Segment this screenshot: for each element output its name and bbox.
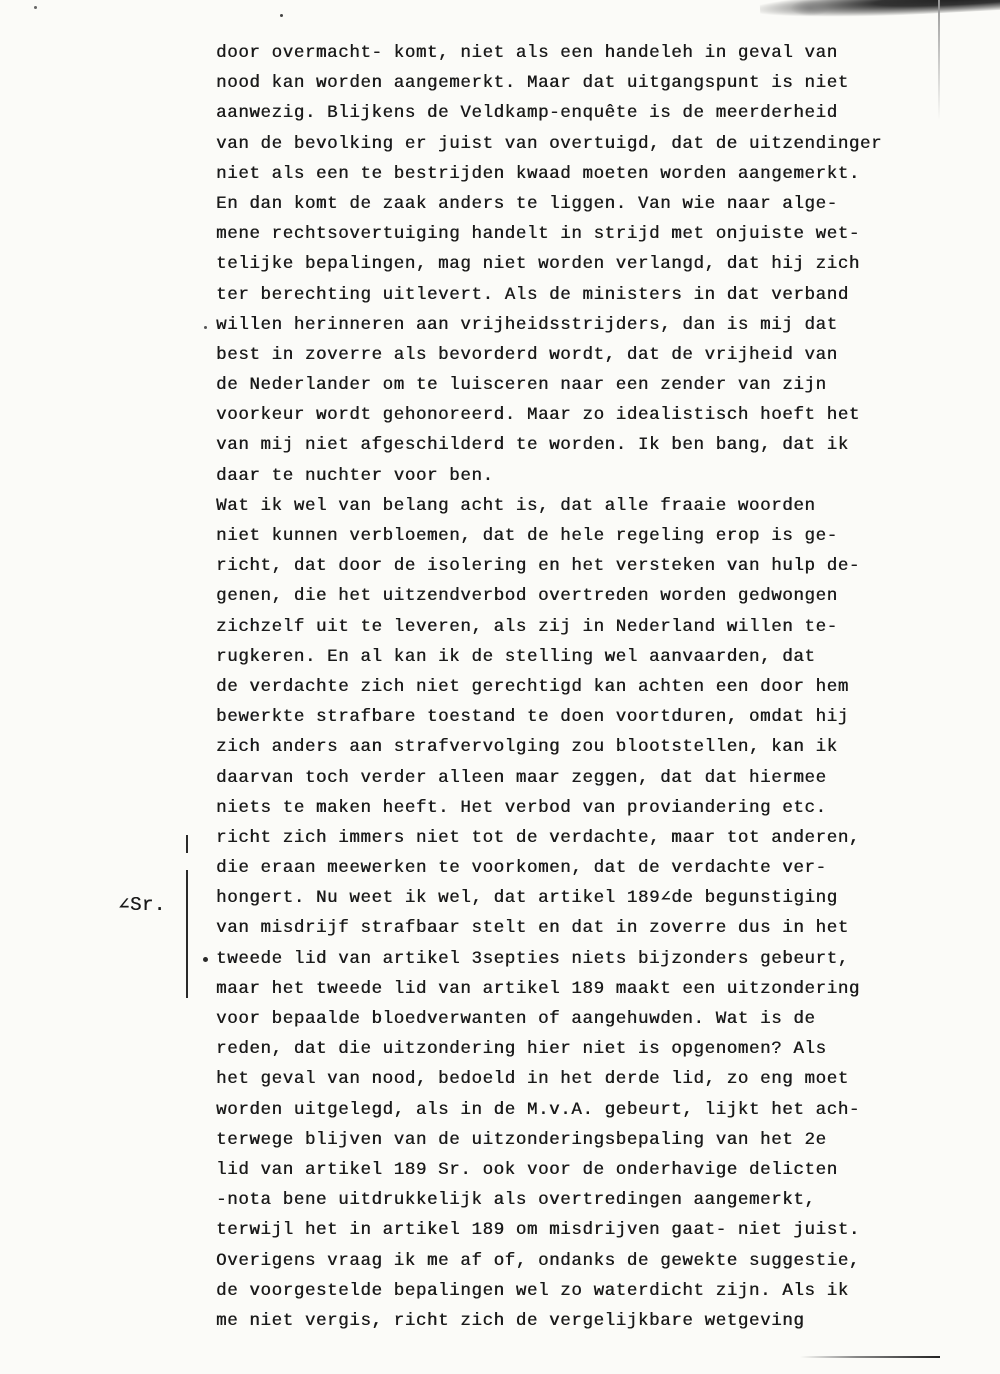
text-line: terwege blijven van de uitzonderingsbepaling van het 2e [216,1129,827,1150]
text-line: van mij niet afgeschilderd te worden. Ik ben bang, dat ik [216,435,849,456]
text-line: nood kan worden aangemerkt. Maar dat uitgangspunt is niet [216,73,849,94]
scan-speck [280,14,283,17]
margin-bullet-mark [203,957,208,962]
text-line: En dan komt de zaak anders te liggen. Van wie naar alge- [216,193,838,214]
text-line: -nota bene uitdrukkelijk als overtredingen aangemerkt, [216,1190,816,1211]
text-line: lid van artikel 189 Sr. ook voor de onderhavige delicten [216,1159,838,1180]
text-line: door overmacht- komt, niet als een handeleh in geval van [216,43,838,63]
text-line: terwijl het in artikel 189 om misdrijven gaat- niet juist. [216,1220,860,1241]
text-line: willen herinneren aan vrijheidsstrijders, dan is mij dat [216,314,838,335]
text-line: rugkeren. En al kan ik de stelling wel aanvaarden, dat [216,646,816,667]
text-line: genen, die het uitzendverbod overtreden worden gedwongen [216,586,838,607]
text-line: richt, dat door de isolering en het versteken van hulp de- [216,556,860,577]
text-line: hongert. Nu weet ik wel, dat artikel 189∠de begunstiging [216,888,838,909]
text-line: de verdachte zich niet gerechtigd kan achten een door hem [216,676,849,697]
text-line: het geval van nood, bedoeld in het derde lid, zo eng moet [216,1069,849,1090]
text-line: aanwezig. Blijkens de Veldkamp-enquête is de meerderheid [216,103,838,124]
text-line: niet kunnen verbloemen, dat de hele regeling erop is ge- [216,526,838,546]
margin-annotation: ∠Sr. [118,894,166,916]
text-line: worden uitgelegd, als in de M.v.A. gebeurt, lijkt het ach- [216,1099,860,1120]
text-line: de Nederlander om te luisceren naar een zender van zijn [216,375,827,396]
text-line: me niet vergis, richt zich de vergelijkbare wetgeving [216,1310,805,1331]
text-line: tweede lid van artikel 3septies niets bijzonders gebeurt, [216,948,849,969]
text-line: telijke bepalingen, mag niet worden verlangd, dat hij zich [216,254,860,275]
text-line: bewerkte strafbare toestand te doen voortduren, omdat hij [216,707,849,728]
text-line: niet als een te bestrijden kwaad moeten worden aangemerkt. [216,163,860,184]
text-line: richt zich immers niet tot de verdachte, maar tot anderen, [216,827,860,848]
text-line: zichzelf uit te leveren, als zij in Nederland willen te- [216,616,838,637]
text-line: maar het tweede lid van artikel 189 maakt een uitzondering [216,978,860,999]
text-line: reden, dat die uitzondering hier niet is opgenomen? Als [216,1039,827,1060]
text-line: best in zoverre als bevorderd wordt, dat de vrijheid van [216,344,838,365]
text-line: daarvan toch verder alleen maar zeggen, dat dat hiermee [216,767,827,788]
text-line: mene rechtsovertuiging handelt in strijd met onjuiste wet- [216,224,860,245]
margin-vertical-line [186,835,188,853]
text-line: van de bevolking er juist van overtuigd, dat de uitzendinger [216,133,883,154]
text-line: voor bepaalde bloedverwanten of aangehuwden. Wat is de [216,1009,816,1029]
text-line: Overigens vraag ik me af of, ondanks de gewekte suggestie, [216,1250,860,1271]
text-line: ter berechting uitlevert. Als de ministers in dat verband [216,284,849,305]
typed-text-body [216,38,956,1336]
text-line: Wat ik wel van belang acht is, dat alle fraaie woorden [216,495,816,516]
scan-bottom-mark [800,1356,940,1358]
text-line: daar te nuchter voor ben. [216,465,494,486]
scan-smudge-light [790,0,830,16]
text-line: die eraan meewerken te voorkomen, dat de verdachte ver- [216,858,827,879]
text-line: zich anders aan strafvervolging zou blootstellen, kan ik [216,737,838,758]
text-line: van misdrijf strafbaar stelt en dat in zoverre dus in het [216,918,849,939]
text-line: niets te maken heeft. Het verbod van proviandering etc. [216,797,827,818]
text-line: de voorgestelde bepalingen wel zo waterdicht zijn. Als ik [216,1280,849,1301]
text-line: voorkeur wordt gehonoreerd. Maar zo idealistisch hoeft het [216,405,860,426]
scan-speck [204,326,207,329]
scan-speck [34,6,37,9]
margin-vertical-line [186,870,188,998]
